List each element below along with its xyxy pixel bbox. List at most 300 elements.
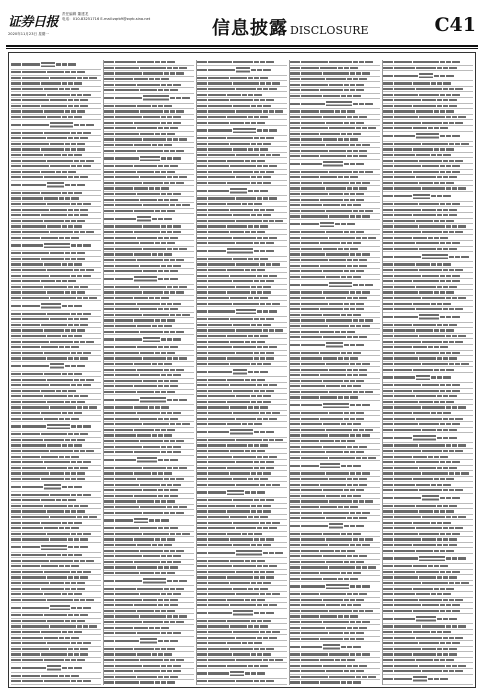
table-cell <box>290 446 300 448</box>
table-cell <box>50 165 70 167</box>
table-cell <box>65 401 70 403</box>
table-cell <box>158 363 163 365</box>
table-cell <box>74 318 79 320</box>
table-cell <box>233 544 250 546</box>
table-cell <box>383 176 393 178</box>
table-cell <box>437 631 442 633</box>
table-cell <box>80 560 85 562</box>
table-cell <box>208 318 229 320</box>
table-cell <box>301 610 328 612</box>
table-cell <box>22 631 40 633</box>
table-cell <box>301 363 325 365</box>
table-cell <box>152 653 157 655</box>
table-cell <box>158 472 163 474</box>
table-cell <box>362 253 370 255</box>
table-cell <box>115 648 133 650</box>
table-cell <box>47 620 64 622</box>
table-cell <box>158 253 163 255</box>
table-cell <box>115 242 139 244</box>
table-cell <box>44 352 70 354</box>
table-row <box>11 422 101 432</box>
table-cell <box>152 105 157 107</box>
table-cell <box>65 184 70 186</box>
table-cell <box>208 324 232 326</box>
table-cell <box>449 437 457 439</box>
table-cell <box>167 561 172 563</box>
table-cell <box>353 116 358 118</box>
table-cell <box>242 203 247 205</box>
table-cell <box>383 116 393 118</box>
table-cell <box>115 538 133 540</box>
table-cell <box>394 648 421 650</box>
table-cell <box>416 88 442 90</box>
table-cell <box>161 61 166 63</box>
table-cell <box>77 94 82 96</box>
table-cell <box>74 160 79 162</box>
table-cell <box>170 369 175 371</box>
table-cell <box>115 157 139 159</box>
table-cell <box>356 638 364 640</box>
table-cell <box>197 593 207 595</box>
table-cell <box>11 252 21 254</box>
table-cell <box>208 431 229 433</box>
table-cell <box>394 489 418 491</box>
table-cell <box>197 352 207 354</box>
table-cell <box>301 95 322 97</box>
table-cell <box>50 209 67 211</box>
table-cell <box>301 61 328 63</box>
table-cell <box>115 270 142 272</box>
table-cell <box>263 439 268 441</box>
table-cell <box>137 193 160 195</box>
table-cell <box>443 303 451 305</box>
table-cell <box>22 275 49 277</box>
table-cell <box>443 631 451 633</box>
table-cell <box>301 665 322 667</box>
table-cell <box>83 607 91 609</box>
table-cell <box>170 182 175 184</box>
table-cell <box>50 363 64 369</box>
table-cell <box>197 478 207 480</box>
table-cell <box>449 489 454 491</box>
table-cell <box>22 143 49 145</box>
table-cell <box>248 335 253 337</box>
table-cell <box>68 99 73 101</box>
table-cell <box>233 412 259 414</box>
table-cell <box>353 495 361 497</box>
table-cell <box>263 176 271 178</box>
table-cell <box>22 203 46 205</box>
table-cell <box>290 344 300 346</box>
table-cell <box>115 627 133 629</box>
table-cell <box>143 380 157 382</box>
table-cell <box>266 538 274 540</box>
table-cell <box>68 653 73 655</box>
table-cell <box>422 406 445 408</box>
table-cell <box>419 533 439 535</box>
table-cell <box>50 318 67 320</box>
table-cell <box>440 659 445 661</box>
table-cell <box>164 676 169 678</box>
table-cell <box>74 486 82 488</box>
table-cell <box>263 401 271 403</box>
table-cell <box>356 632 364 634</box>
table-cell <box>290 193 300 195</box>
table-cell <box>452 533 460 535</box>
table-cell <box>167 319 175 321</box>
table-cell <box>428 456 433 458</box>
table-cell <box>266 352 274 354</box>
table-cell <box>301 176 319 178</box>
table-cell <box>164 380 169 382</box>
table-cell <box>104 231 114 233</box>
table-cell <box>301 84 328 86</box>
table-cell <box>143 665 160 667</box>
table-cell <box>143 467 166 469</box>
table-cell <box>422 122 442 124</box>
table-cell <box>71 425 76 427</box>
table-cell <box>263 275 268 277</box>
table-cell <box>59 456 64 458</box>
table-cell <box>362 676 367 678</box>
table-cell <box>137 171 154 173</box>
page-number: C41 <box>434 14 476 36</box>
table-cell <box>350 615 358 617</box>
table-cell <box>290 380 300 382</box>
table-cell <box>446 61 451 63</box>
table-cell <box>176 97 181 99</box>
table-cell <box>394 209 421 211</box>
table-cell <box>164 489 169 491</box>
table-cell <box>440 565 448 567</box>
table-cell <box>347 352 352 354</box>
table-cell <box>233 258 247 260</box>
table-cell <box>77 313 82 315</box>
table-cell <box>167 231 172 233</box>
table-cell <box>208 160 226 162</box>
table-cell <box>208 552 235 554</box>
table-cell <box>11 527 21 529</box>
table-cell <box>301 627 325 629</box>
table-cell <box>394 637 415 639</box>
table-cell <box>22 439 43 441</box>
table-cell <box>260 538 265 540</box>
table-cell <box>197 505 207 507</box>
table-cell <box>344 525 349 527</box>
table-cell <box>137 84 160 86</box>
table-cell <box>161 555 166 557</box>
table-cell <box>290 259 300 261</box>
table-cell <box>74 82 82 84</box>
table-cell <box>104 171 114 173</box>
table-cell <box>449 324 457 326</box>
table-cell <box>458 557 466 559</box>
table-cell <box>440 203 445 205</box>
table-cell <box>383 329 393 331</box>
table-cell <box>437 376 442 378</box>
table-cell <box>44 527 58 529</box>
table-cell <box>257 237 262 239</box>
table-cell <box>323 248 337 250</box>
table-cell <box>257 291 262 293</box>
table-cell <box>257 653 262 655</box>
table-cell <box>383 418 393 420</box>
table-cell <box>230 363 250 365</box>
table-cell <box>440 497 445 499</box>
table-cell <box>236 505 250 507</box>
table-cell <box>152 472 157 474</box>
table-cell <box>227 490 244 496</box>
table-cell <box>362 472 370 474</box>
table-cell <box>394 576 418 578</box>
table-cell <box>320 67 337 69</box>
table-cell <box>323 182 349 184</box>
table-cell <box>394 418 415 420</box>
table-cell <box>446 297 451 299</box>
table-cell <box>77 297 82 299</box>
table-cell <box>413 369 433 371</box>
table-cell <box>134 78 148 80</box>
table-cell <box>260 406 268 408</box>
table-cell <box>158 566 163 568</box>
table-cell <box>263 105 271 107</box>
table-cell <box>173 248 178 250</box>
table-row <box>11 60 101 70</box>
table-cell <box>164 418 169 420</box>
table-cell <box>158 653 163 655</box>
table-cell <box>104 127 114 129</box>
table-cell <box>104 89 114 91</box>
table-cell <box>290 374 300 376</box>
table-cell <box>104 648 114 650</box>
table-cell <box>197 406 207 408</box>
table-cell <box>208 203 226 205</box>
table-cell <box>22 165 49 167</box>
table-cell <box>329 127 355 129</box>
table-cell <box>161 681 166 683</box>
table-cell <box>197 612 207 614</box>
table-cell <box>455 418 463 420</box>
table-cell <box>71 258 76 260</box>
table-cell <box>260 648 265 650</box>
table-cell <box>251 286 256 288</box>
table-cell <box>353 555 358 557</box>
table-cell <box>11 220 21 222</box>
table-cell <box>257 637 262 639</box>
table-cell <box>416 418 442 420</box>
table-cell <box>164 369 169 371</box>
table-cell <box>353 187 358 189</box>
table-cell <box>71 237 79 239</box>
table-cell <box>449 357 457 359</box>
table-cell <box>143 446 160 448</box>
table-cell <box>359 78 367 80</box>
table-cell <box>254 137 259 139</box>
table-cell <box>260 225 268 227</box>
table-cell <box>353 665 358 667</box>
table-cell <box>22 444 46 446</box>
table-cell <box>140 156 160 162</box>
table-cell <box>208 129 232 131</box>
table-cell <box>419 160 442 162</box>
table-cell <box>50 494 70 496</box>
table-cell <box>290 133 300 135</box>
table-cell <box>344 89 349 91</box>
table-cell <box>362 127 367 129</box>
table-cell <box>350 357 358 359</box>
table-cell <box>260 258 268 260</box>
table-cell <box>257 310 262 312</box>
table-cell <box>383 406 393 408</box>
table-cell <box>11 510 21 512</box>
table-cell <box>443 653 448 655</box>
table-cell <box>44 571 70 573</box>
table-cell <box>134 210 154 212</box>
table-cell <box>208 61 232 63</box>
table-cell <box>47 533 70 535</box>
table-cell <box>350 176 358 178</box>
table-cell <box>452 390 460 392</box>
table-cell <box>383 533 393 535</box>
table-cell <box>446 225 451 227</box>
table-cell <box>419 291 433 293</box>
table-row <box>290 642 380 652</box>
table-cell <box>290 478 300 480</box>
table-cell <box>452 225 457 227</box>
table-cell <box>86 124 94 126</box>
table-cell <box>80 99 88 101</box>
table-cell <box>449 599 454 601</box>
table-cell <box>197 203 207 205</box>
table-cell <box>347 593 352 595</box>
table-cell <box>394 390 412 392</box>
table-cell <box>359 391 364 393</box>
table-cell <box>62 63 67 65</box>
table-cell <box>161 429 166 431</box>
table-cell <box>257 604 262 606</box>
table-cell <box>104 423 114 425</box>
table-cell <box>197 395 207 397</box>
table-cell <box>301 314 322 316</box>
table-cell <box>173 176 178 178</box>
table-cell <box>137 610 154 612</box>
table-cell <box>422 187 445 189</box>
table-cell <box>62 154 67 156</box>
table-cell <box>11 494 21 496</box>
table-cell <box>158 489 163 491</box>
table-cell <box>197 431 207 433</box>
table-cell <box>416 484 430 486</box>
table-cell <box>320 615 337 617</box>
table-cell <box>440 242 445 244</box>
table-cell <box>260 593 265 595</box>
table-cell <box>208 395 235 397</box>
table-cell <box>56 63 61 65</box>
table-cell <box>47 510 64 512</box>
table-cell <box>71 132 76 134</box>
table-cell <box>47 203 70 205</box>
table-cell <box>443 248 448 250</box>
table-cell <box>440 237 448 239</box>
table-cell <box>80 124 85 126</box>
table-cell <box>143 489 157 491</box>
table-cell <box>440 604 445 606</box>
table-cell <box>440 75 445 77</box>
table-cell <box>11 263 21 265</box>
table-cell <box>359 319 364 321</box>
table-cell <box>115 681 139 683</box>
table-cell <box>22 132 43 134</box>
table-cell <box>164 253 172 255</box>
table-cell <box>164 270 169 272</box>
table-cell <box>383 352 393 354</box>
table-cell <box>155 210 160 212</box>
table-cell <box>394 203 418 205</box>
table-cell <box>452 557 457 559</box>
table-cell <box>167 176 172 178</box>
table-cell <box>290 472 300 474</box>
table-cell <box>383 665 393 667</box>
table-cell <box>182 97 190 99</box>
table-cell <box>394 308 415 310</box>
table-cell <box>170 331 175 333</box>
table-cell <box>347 517 352 519</box>
table-cell <box>359 103 364 105</box>
table-cell <box>383 376 393 378</box>
table-cell <box>326 101 352 107</box>
table-cell <box>11 538 21 540</box>
table-cell <box>65 510 70 512</box>
table-cell <box>394 665 418 667</box>
table-cell <box>446 588 454 590</box>
table-cell <box>71 252 76 254</box>
table-cell <box>323 138 337 140</box>
table-row <box>11 482 101 492</box>
table-cell <box>383 154 393 156</box>
table-cell <box>323 533 340 535</box>
table-cell <box>158 434 163 436</box>
table-cell <box>233 61 253 63</box>
table-cell <box>143 423 169 425</box>
table-cell <box>50 231 73 233</box>
table-cell <box>416 286 436 288</box>
table-cell <box>104 319 114 321</box>
table-cell <box>431 82 436 84</box>
table-cell <box>197 310 207 312</box>
table-cell <box>11 209 21 211</box>
table-cell <box>266 82 271 84</box>
table-cell <box>41 82 61 84</box>
table-cell <box>383 242 393 244</box>
table-cell <box>449 88 454 90</box>
table-cell <box>170 676 178 678</box>
table-cell <box>347 550 355 552</box>
table-cell <box>170 199 178 201</box>
table-cell <box>22 237 40 239</box>
table-cell <box>301 506 319 508</box>
table-cell <box>301 138 322 140</box>
table-cell <box>22 516 49 518</box>
table-cell <box>230 429 253 435</box>
table-cell <box>290 199 300 201</box>
table-cell <box>290 434 300 436</box>
table-cell <box>62 116 67 118</box>
table-cell <box>452 171 460 173</box>
table-cell <box>104 138 114 140</box>
table-cell <box>251 599 256 601</box>
table-cell <box>208 94 226 96</box>
table-cell <box>443 670 448 672</box>
